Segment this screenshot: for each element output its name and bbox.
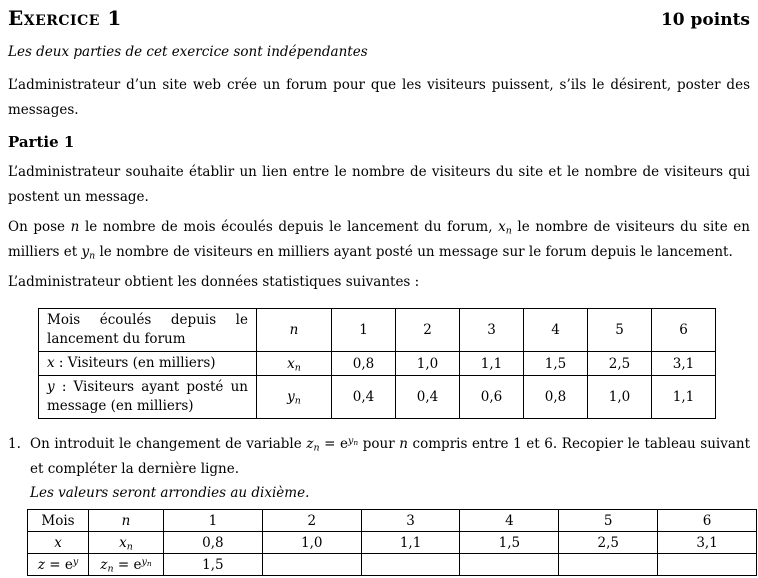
- data-cell: 1,0: [262, 532, 361, 554]
- data-cell: [559, 554, 658, 576]
- data-cell: 4: [524, 309, 588, 352]
- part1-heading: Partie 1: [8, 133, 75, 151]
- table-row-x: [28, 532, 757, 554]
- data-cell: 2,5: [588, 352, 652, 376]
- table-row-months: [28, 510, 757, 532]
- data-cell: 3,1: [652, 352, 716, 376]
- table-row-months: [39, 309, 716, 352]
- points-label: 10 points: [660, 10, 750, 30]
- data-cell: 6: [658, 510, 757, 532]
- row-variable-cell: n: [257, 309, 332, 352]
- row-variable-cell: n: [89, 510, 164, 532]
- data-cell: 1,5: [164, 554, 263, 576]
- part1-paragraph-data: L’administrateur obtient les données statistiques suivantes :: [8, 274, 420, 290]
- table-row-z: [28, 554, 757, 576]
- row-label-cell: y : Visiteurs ayant posté un message (en milliers): [39, 376, 257, 419]
- row-variable-cell: yn: [257, 376, 332, 419]
- table-row-visitors: [39, 352, 716, 376]
- question-text: On introduit le changement de variable zn = $e^{yn}$ pour n compris entre 1 et 6. Recopier le tableau suivant et compléter la dernière ligne.: [30, 435, 751, 477]
- row-label-cell: x : Visiteurs (en milliers): [39, 352, 257, 376]
- data-cell: 0,8: [524, 376, 588, 419]
- statistics-table: [38, 308, 716, 419]
- question-number: 1.: [8, 436, 21, 452]
- data-cell: 3,1: [658, 532, 757, 554]
- part1-paragraph-variables: On pose n le nombre de mois écoulés depuis le lancement du forum, xn le nombre de visiteurs du site en milliers et yn le nombre de visiteurs en milliers ayant posté un message sur le forum depuis le lancement.: [8, 219, 750, 262]
- data-cell: [460, 554, 559, 576]
- data-cell: [658, 554, 757, 576]
- data-cell: 3: [361, 510, 460, 532]
- data-cell: 1: [332, 309, 396, 352]
- data-cell: 1: [164, 510, 263, 532]
- data-cell: 0,6: [460, 376, 524, 419]
- data-cell: 1,0: [396, 352, 460, 376]
- row-variable-cell: xn: [89, 532, 164, 554]
- data-cell: 0,4: [332, 376, 396, 419]
- row-variable-cell: zn = $e^{yn}$: [89, 554, 164, 576]
- rounding-note: Les valeurs seront arrondies au dixième.: [30, 485, 310, 501]
- question-1: [8, 432, 750, 509]
- row-variable-cell: xn: [257, 352, 332, 376]
- row-label-cell: Mois: [28, 510, 89, 532]
- data-cell: 1,1: [652, 376, 716, 419]
- exercise-title: Exercice 1: [8, 6, 122, 30]
- variable-change-table: [27, 509, 757, 576]
- document-header: [8, 6, 750, 30]
- data-cell: 6: [652, 309, 716, 352]
- part1-paragraph-link: L’administrateur souhaite établir un lien entre le nombre de visiteurs du site et le nombre de visiteurs qui postent un message.: [8, 164, 750, 205]
- data-cell: 2: [396, 309, 460, 352]
- data-cell: [262, 554, 361, 576]
- table-row-posters: [39, 376, 716, 419]
- data-cell: 0,4: [396, 376, 460, 419]
- row-label-cell: $z = e^y$: [28, 554, 89, 576]
- data-cell: 2: [262, 510, 361, 532]
- data-cell: 5: [559, 510, 658, 532]
- data-cell: 4: [460, 510, 559, 532]
- data-cell: 3: [460, 309, 524, 352]
- data-cell: 1,5: [460, 532, 559, 554]
- independence-note: Les deux parties de cet exercice sont indépendantes: [8, 44, 368, 60]
- question-body: [30, 432, 750, 509]
- data-cell: 5: [588, 309, 652, 352]
- data-cell: 1,0: [588, 376, 652, 419]
- data-cell: 1,5: [524, 352, 588, 376]
- data-cell: 1,1: [361, 532, 460, 554]
- intro-paragraph: L’administrateur d’un site web crée un forum pour que les visiteurs puissent, s’ils le désirent, poster des messages.: [8, 77, 750, 118]
- data-cell: 0,8: [164, 532, 263, 554]
- data-cell: [361, 554, 460, 576]
- row-label-cell: x: [28, 532, 89, 554]
- data-cell: 1,1: [460, 352, 524, 376]
- data-cell: 0,8: [332, 352, 396, 376]
- data-cell: 2,5: [559, 532, 658, 554]
- row-label-cell: Mois écoulés depuis le lancement du forum: [39, 309, 257, 352]
